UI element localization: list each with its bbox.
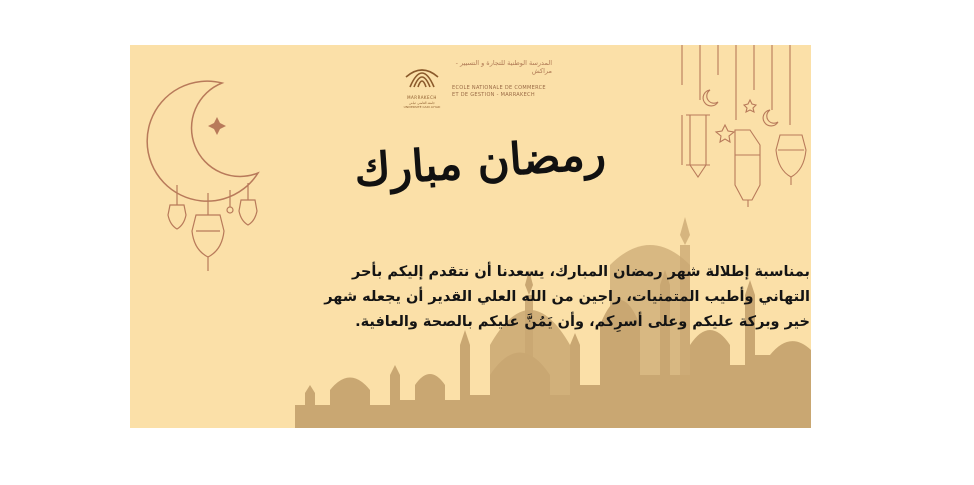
logo-french-name: [452, 85, 562, 99]
logo-arabic-name: المدرسة الوطنية للتجارة و التسيير - مراكش: [455, 59, 552, 75]
logo-city: MARRAKECH: [407, 95, 437, 100]
logo-french-line2: ET DE GESTION - MARRAKECH: [452, 92, 535, 98]
greeting-message: [280, 260, 810, 335]
message-line: بمناسبة إطلالة شهر رمضان المبارك، يسعدنا أن نتقدم إليكم بأحر: [351, 264, 810, 280]
logo-university: جامعة القاضي عياض UNIVERSITÉ CADI AYYAD: [403, 101, 441, 109]
greeting-card: [130, 45, 811, 428]
palm-emblem-icon: [402, 57, 442, 97]
school-logo: [402, 57, 562, 109]
message-line: التهاني وأطيب المتمنيات، راجين من الله العلي القدير أن يجعله شهر: [324, 289, 810, 305]
crescent-moon-icon: [147, 81, 258, 201]
right-lanterns: [682, 45, 806, 207]
left-lanterns: [168, 183, 257, 271]
message-line: خير وبركة عليكم وعلى أسرِكم، وأن يَمُنَّ عليكم بالصحة والعافية.: [355, 314, 810, 330]
logo-french-line1: ECOLE NATIONALE DE COMMERCE: [452, 85, 546, 91]
ramadan-greeting-title: رمضان مبارك: [352, 128, 608, 197]
